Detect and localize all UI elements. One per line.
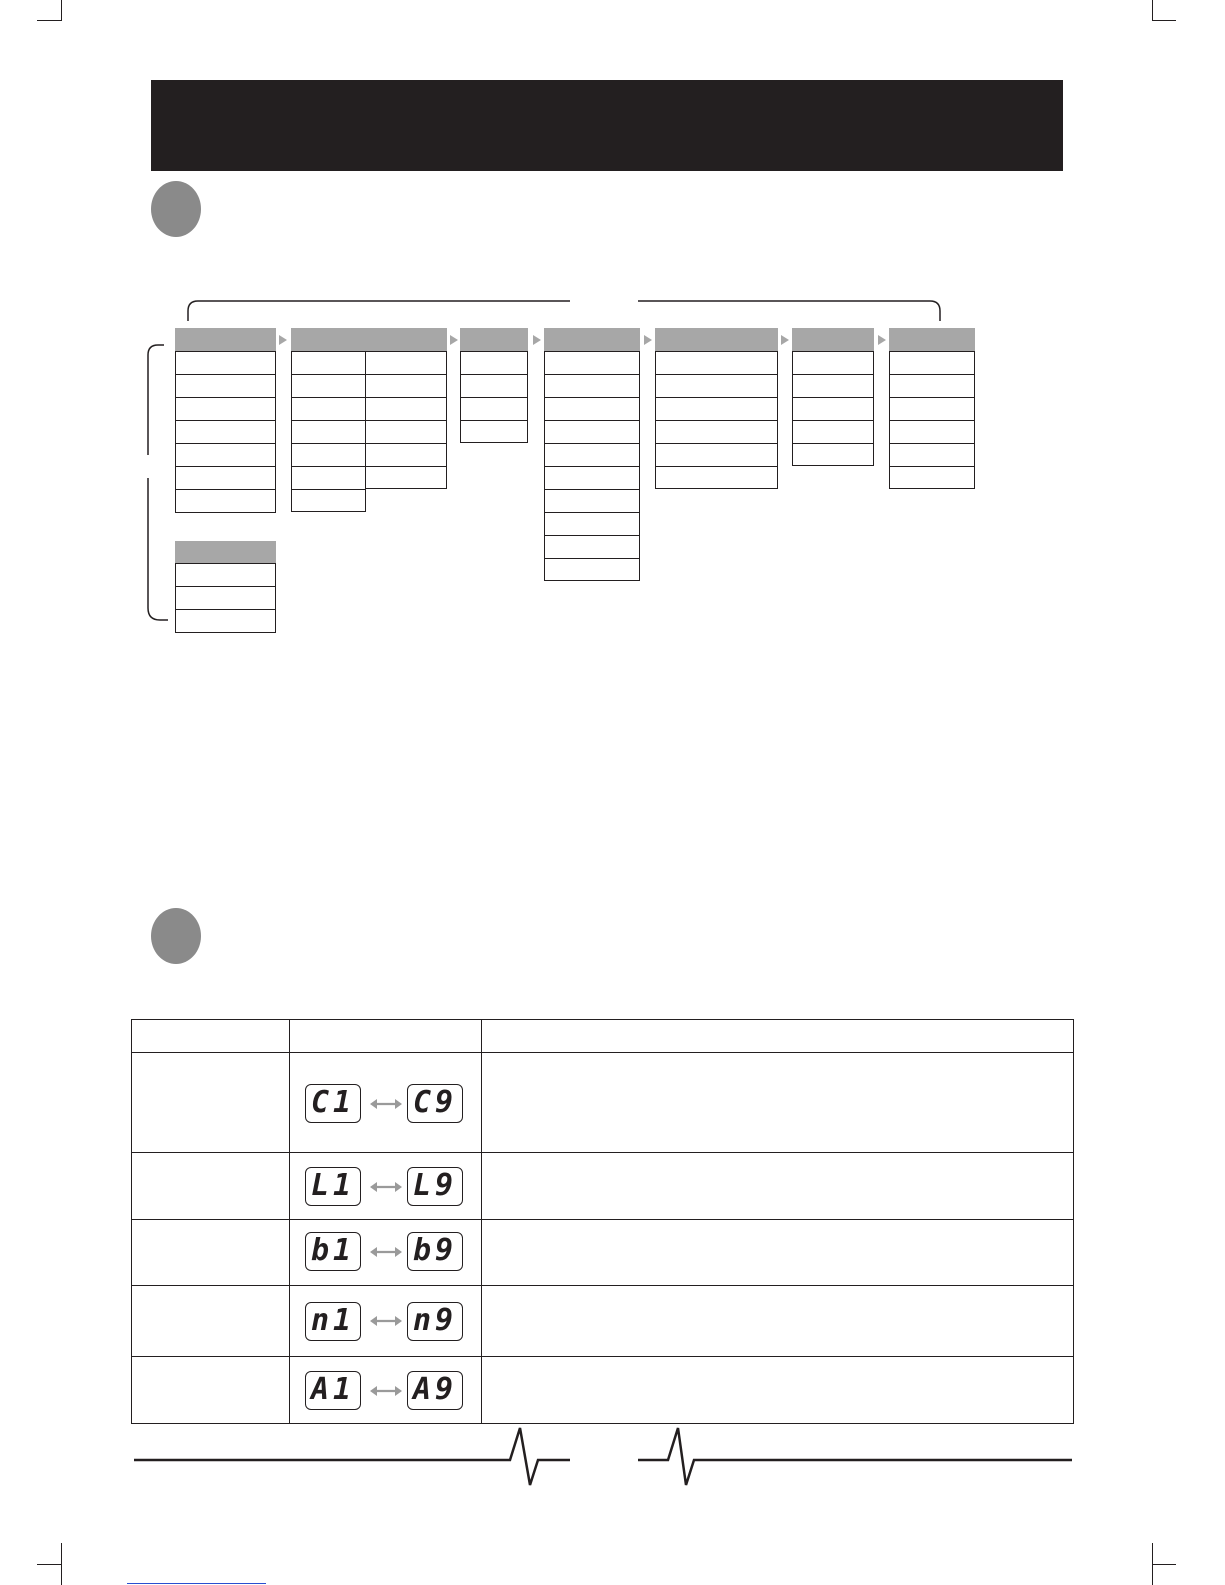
table-row-divider [131, 1152, 1074, 1153]
col5-cell [655, 397, 778, 421]
lcd-display-right: b9 [407, 1232, 463, 1271]
double-arrow-icon [369, 1095, 403, 1113]
col7-cell [889, 420, 975, 444]
crop-mark-top-left-h [37, 20, 62, 21]
crop-mark-bottom-right-h [1152, 1564, 1176, 1565]
page-header-bar [151, 80, 1063, 171]
col7-cell [889, 374, 975, 398]
col6-cell [792, 443, 874, 466]
crop-mark-top-left-v [61, 0, 62, 20]
col7-cell [889, 443, 975, 467]
arrow-right-icon [878, 335, 886, 345]
col7-cell [889, 351, 975, 375]
col5-cell [655, 443, 778, 467]
col2a-cell [291, 374, 366, 398]
lcd-display-left: C1 [305, 1084, 361, 1123]
col2b-cell [365, 351, 447, 375]
double-arrow-icon [369, 1312, 403, 1330]
col1-sub-cell [175, 586, 276, 610]
arrow-right-icon [644, 335, 652, 345]
table-row-divider [131, 1219, 1074, 1220]
col4-cell [544, 466, 640, 490]
col2b-cell [365, 466, 447, 489]
col4-cell [544, 374, 640, 398]
col7-header [889, 328, 975, 351]
col1-cell [175, 374, 276, 398]
section-1-marker [151, 181, 201, 237]
col1-cell [175, 443, 276, 467]
col2a-cell [291, 397, 366, 421]
col2a-cell [291, 443, 366, 467]
display-table [131, 1019, 1074, 1424]
col4-cell [544, 397, 640, 421]
lcd-display-right: C9 [407, 1084, 463, 1123]
col1-cell [175, 489, 276, 513]
col4-cell [544, 420, 640, 444]
col1-cell [175, 420, 276, 444]
col2-header [291, 328, 447, 351]
double-arrow-icon [369, 1382, 403, 1400]
crop-mark-top-right-v [1152, 0, 1153, 20]
col2b-cell [365, 397, 447, 421]
section-2-marker [151, 908, 201, 964]
crop-mark-top-right-h [1152, 20, 1176, 21]
footer-heartbeat-line [130, 1420, 1076, 1490]
col1-sub-cell [175, 563, 276, 587]
table-col-divider [289, 1019, 290, 1424]
lcd-display-right: L9 [407, 1167, 463, 1206]
col5-cell [655, 374, 778, 398]
table-row-divider [131, 1052, 1074, 1053]
col4-cell [544, 535, 640, 559]
col2a-cell [291, 466, 366, 490]
col1-header [175, 328, 276, 351]
col2a-cell [291, 420, 366, 444]
col4-cell [544, 489, 640, 513]
bottom-link-underline [127, 1583, 266, 1584]
col1-sub-header [175, 541, 276, 564]
lcd-display-right: A9 [407, 1371, 463, 1410]
arrow-right-icon [781, 335, 789, 345]
col1-cell [175, 351, 276, 375]
col6-header [792, 328, 874, 351]
col6-cell [792, 420, 874, 444]
table-row-divider [131, 1356, 1074, 1357]
col2b-cell [365, 443, 447, 467]
double-arrow-icon [369, 1178, 403, 1196]
col5-cell [655, 351, 778, 375]
col2b-cell [365, 374, 447, 398]
table-col-divider [481, 1019, 482, 1424]
col6-cell [792, 351, 874, 375]
col5-cell [655, 420, 778, 444]
lcd-display-left: A1 [305, 1371, 361, 1410]
col6-cell [792, 374, 874, 398]
col4-header [544, 328, 640, 351]
double-arrow-icon [369, 1243, 403, 1261]
col1-cell [175, 466, 276, 490]
lcd-display-right: n9 [407, 1302, 463, 1341]
col2a-cell [291, 351, 366, 375]
col2b-cell [365, 420, 447, 444]
col4-cell [544, 443, 640, 467]
lcd-display-left: L1 [305, 1167, 361, 1206]
col5-cell [655, 466, 778, 489]
table-row-divider [131, 1285, 1074, 1286]
col5-header [655, 328, 778, 351]
col3-cell [460, 420, 528, 443]
col4-cell [544, 558, 640, 581]
col4-cell [544, 351, 640, 375]
crop-mark-bottom-left-h [37, 1564, 62, 1565]
col3-cell [460, 351, 528, 375]
col7-cell [889, 397, 975, 421]
arrow-right-icon [533, 335, 541, 345]
col3-cell [460, 374, 528, 398]
col3-cell [460, 397, 528, 421]
col1-cell [175, 397, 276, 421]
col4-cell [544, 512, 640, 536]
lcd-display-left: n1 [305, 1302, 361, 1341]
col2a-cell [291, 489, 366, 512]
arrow-right-icon [279, 335, 287, 345]
col3-header [460, 328, 528, 351]
col6-cell [792, 397, 874, 421]
col1-sub-cell [175, 609, 276, 633]
lcd-display-left: b1 [305, 1232, 361, 1271]
arrow-right-icon [450, 335, 458, 345]
col7-cell [889, 466, 975, 489]
